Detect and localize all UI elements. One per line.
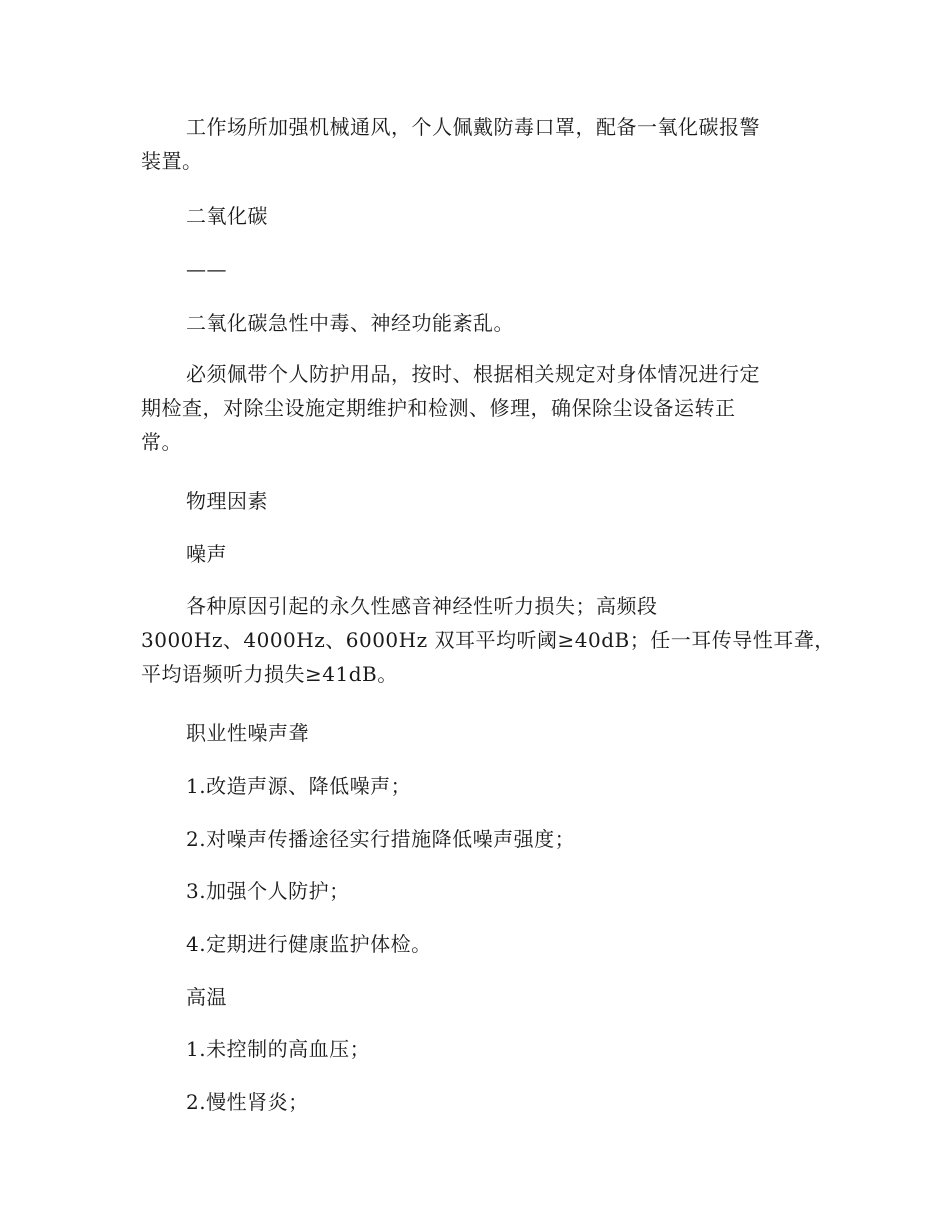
list-item (141, 927, 801, 961)
list-item (141, 769, 801, 803)
text-line: 噪声 (186, 542, 227, 566)
text-line: 常。 (141, 430, 182, 454)
text-line: 平均语频听力损失≥41dB。 (141, 662, 398, 686)
heading-high-temperature (141, 980, 801, 1014)
text-line: 二氧化碳急性中毒、神经功能紊乱。 (186, 311, 514, 335)
text-line: 3000Hz、4000Hz、6000Hz 双耳平均听阈≥40dB；任一耳传导性耳聋， (141, 628, 835, 652)
paragraph-dust-protection (141, 357, 801, 459)
paragraph-hearing-loss (141, 589, 835, 691)
text-line: 3.加强个人防护； (186, 879, 350, 903)
heading-noise (141, 537, 801, 571)
text-line: 2.慢性肾炎； (186, 1090, 309, 1114)
text-line: 必须佩带个人防护用品，按时、根据相关规定对身体情况进行定 (186, 362, 760, 386)
text-line: 1.未控制的高血压； (186, 1037, 371, 1061)
text-line: 物理因素 (186, 489, 268, 513)
text-line: 2.对噪声传播途径实行措施降低噪声强度； (186, 827, 576, 851)
text-line: 4.定期进行健康监护体检。 (186, 932, 432, 956)
text-line: 装置。 (141, 149, 203, 173)
list-item (141, 822, 801, 856)
heading-co2 (141, 199, 801, 233)
list-item (141, 1085, 801, 1119)
dash-line (141, 252, 801, 286)
text-line: 1.改造声源、降低噪声； (186, 774, 412, 798)
text-line: 工作场所加强机械通风，个人佩戴防毒口罩，配备一氧化碳报警 (186, 115, 760, 139)
list-item (141, 874, 801, 908)
heading-physical-factors (141, 484, 801, 518)
text-line: 期检查，对除尘设施定期维护和检测、修理，确保除尘设备运转正 (141, 396, 736, 420)
text-line: 各种原因引起的永久性感音神经性听力损失；高频段 (186, 594, 658, 618)
list-item (141, 1032, 801, 1066)
text-line: 职业性噪声聋 (186, 721, 309, 745)
paragraph-co-protection (141, 110, 801, 178)
text-line: 二氧化碳 (186, 204, 268, 228)
text-line: 高温 (186, 985, 227, 1009)
text-line: —— (186, 257, 227, 281)
paragraph-co2-effects (141, 306, 801, 340)
heading-occupational-noise-deafness (141, 716, 801, 750)
